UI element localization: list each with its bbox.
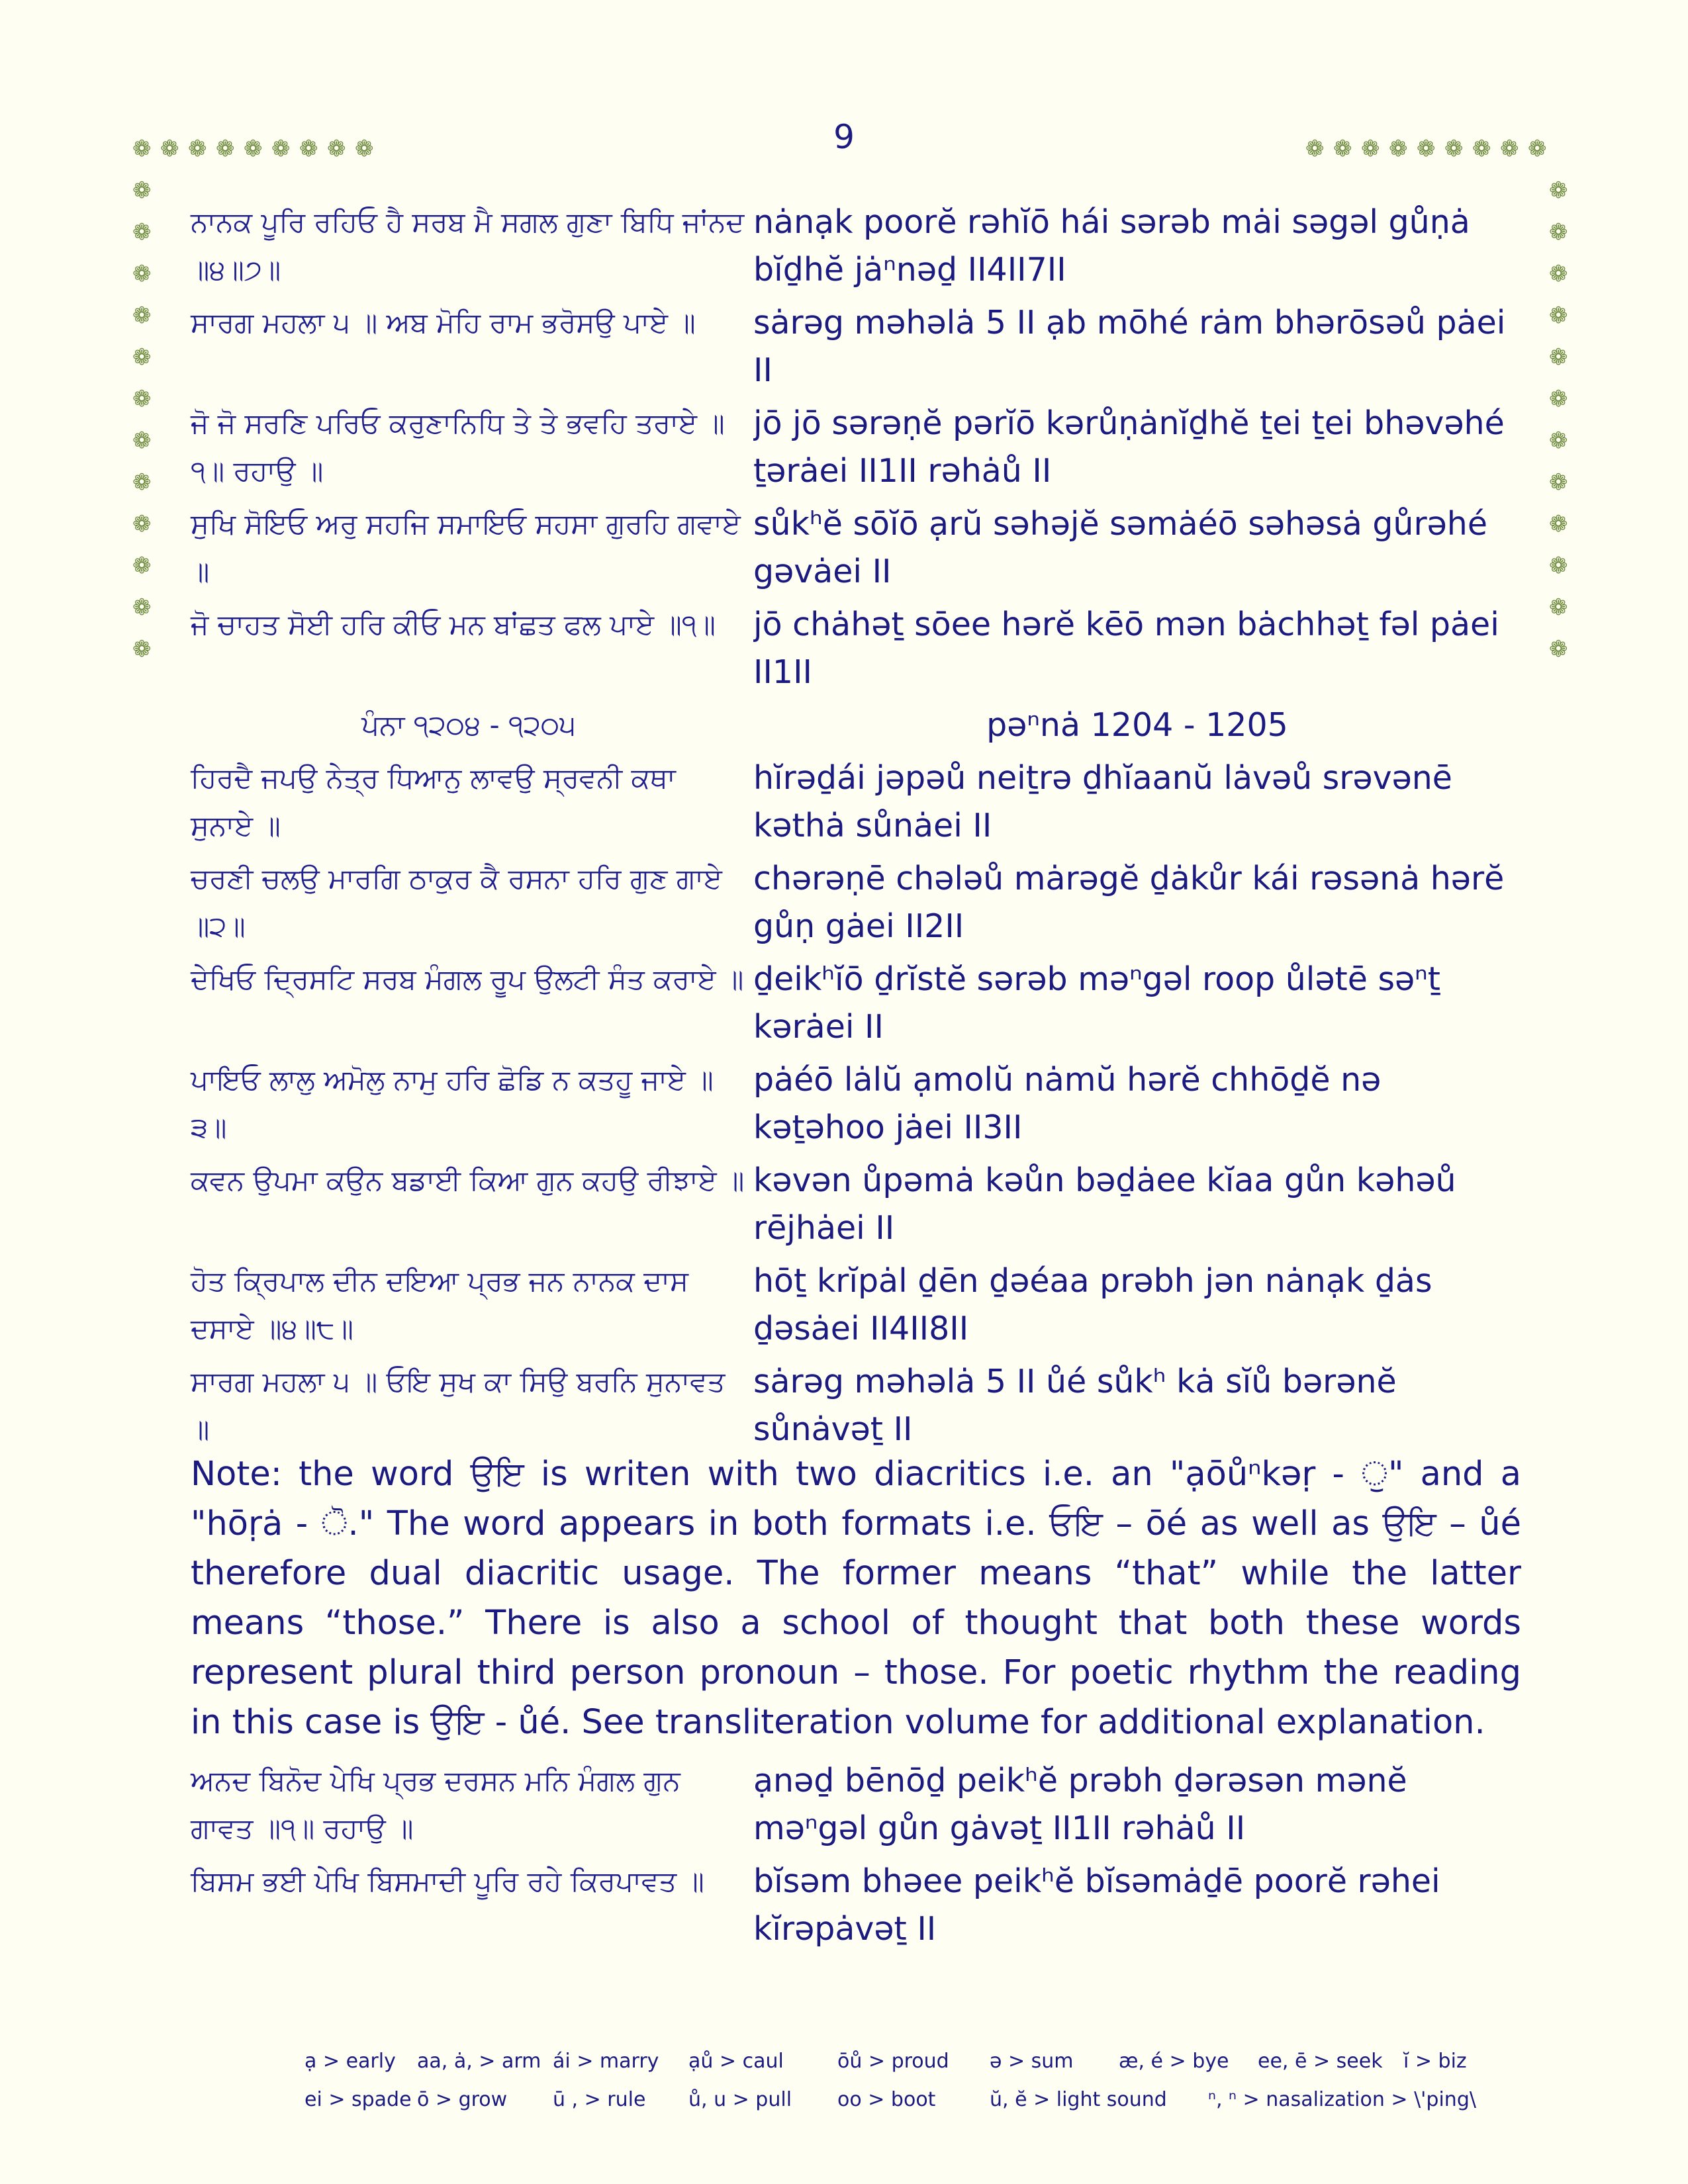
transliteration-line: ạnəḏ bēnōḏ peikʰĕ prəbh ḏərəsən mənĕ məⁿgəl gůn gȧvəṯ II1II rəhȧů II [753,1762,1407,1847]
legend-item: ū , > rule [553,2087,646,2111]
flower-ornament-icon: ❁ [1549,511,1568,537]
flower-ornament-icon: ❁ [160,136,179,162]
verse-row [191,400,1521,495]
transliteration-line: pȧéō lȧlŭ ạmolŭ nȧmŭ hərĕ chhōḏĕ nə kəṯəhoo jȧei II3II [753,1061,1382,1146]
flower-ornament-icon: ❁ [132,511,152,537]
flower-ornament-icon: ❁ [1444,136,1464,162]
verse-row [191,1056,1521,1152]
flower-ornament-icon: ❁ [1361,136,1380,162]
legend-item: ái > marry [553,2049,659,2073]
verse-table-continued [191,1757,1521,1958]
gurmukhi-line: ਨਾਨਕ ਪੂਰਿ ਰਹਿਓ ਹੈ ਸਰਬ ਮੈ ਸਗਲ ਗੁਣਾ ਬਿਧਿ ਜਾਂਨਦ ॥੪॥੭॥ [191,206,745,286]
flower-ornament-icon: ❁ [1549,553,1568,579]
flower-ornament-icon: ❁ [132,177,152,204]
legend-item: ů, u > pull [688,2087,792,2111]
transliteration-line: sȧrəg məhəlȧ 5 II ůé sůkʰ kȧ sĭů bərənĕ sůnȧvəṯ II [753,1363,1397,1448]
transliteration-line: ḏeikʰĭō ḏrĭstĕ sərəb məⁿgəl roop ůlətē səⁿṯ kərȧei II [753,960,1440,1046]
verse-row [191,1858,1521,1953]
transliteration-line: sȧrəg məhəlȧ 5 II ạb mōhé rȧm bhərōsəů pȧei II [753,304,1506,389]
gurmukhi-line: ਹਿਰਦੈ ਜਪਉ ਨੇਤ੍ਰ ਧਿਆਨੁ ਲਾਵਉ ਸ੍ਰਵਨੀ ਕਥਾ ਸੁਨਾਏ ॥ [191,762,676,842]
flower-ornament-icon: ❁ [1417,136,1436,162]
flower-ornament-icon: ❁ [1472,136,1491,162]
transliteration-line: jō jō sərəṇĕ pərĭō kərůṇȧnĭḏhĕ ṯei ṯei bhəvəhé ṯərȧei II1II rəhȧů II [753,404,1505,490]
gurmukhi-line: ਸਾਰਗ ਮਹਲਾ ੫ ॥ ਅਬ ਮੋਹਿ ਰਾਮ ਭਰੋਸਉ ਪਾਏ ॥ [191,306,696,339]
verse-row [191,299,1521,394]
transliteration-line: hĭrəḏái jəpəů neiṯrə ḏhĭaanŭ lȧvəů srəvənē kəthȧ sůnȧei II [753,759,1452,844]
flower-ornament-icon: ❁ [271,136,291,162]
gurmukhi-line: ਅਨਦ ਬਿਨੋਦ ਪੇਖਿ ਪ੍ਰਭ ਦਰਸਨ ਮਨਿ ਮੰਗਲ ਗੁਨ ਗਾਵਤ ॥੧॥ ਰਹਾਉ ॥ [191,1764,680,1844]
flower-ornament-icon: ❁ [355,136,374,162]
transliteration-line: sůkʰĕ sōĭō ạrŭ səhəjĕ səmȧéō səhəsȧ gůrəhé gəvȧei II [753,505,1487,590]
flower-ornament-icon: ❁ [327,136,346,162]
flower-ornament-icon: ❁ [1333,136,1352,162]
flower-ornament-icon: ❁ [244,136,263,162]
page-heading-row [191,702,1521,749]
gurmukhi-line: ਜੋ ਚਾਹਤ ਸੋਈ ਹਰਿ ਕੀਓ ਮਨ ਬਾਂਛਤ ਫਲ ਪਾਏ ॥੧॥ [191,608,716,641]
flower-ornament-icon: ❁ [132,261,152,287]
legend-item: ō > grow [417,2087,508,2111]
page-number: 9 [833,118,855,156]
gurmukhi-line: ਪਾਇਓ ਲਾਲੁ ਅਮੋਲੁ ਨਾਮੁ ਹਰਿ ਛੋਡਿ ਨ ਕਤਹੂ ਜਾਏ ॥੩॥ [191,1064,714,1144]
gurmukhi-line: ਦੇਖਿਓ ਦ੍ਰਿਸਟਿ ਸਰਬ ਮੰਗਲ ਰੂਪ ਉਲਟੀ ਸੰਤ ਕਰਾਏ ॥ [191,963,744,995]
legend-item: aa, ȧ, > arm [417,2049,541,2073]
transliteration-line: jō chȧhəṯ sōee hərĕ kēō mən bȧchhəṯ fəl pȧei II1II [753,606,1499,691]
legend-item: ạ > early [305,2049,396,2073]
flower-ornament-icon: ❁ [132,386,152,412]
flower-ornament-icon: ❁ [132,219,152,246]
gurmukhi-line: ਬਿਸਮ ਭਈ ਪੇਖਿ ਬਿਸਮਾਦੀ ਪੂਰਿ ਰਹੇ ਕਿਰਪਾਵਤ ॥ [191,1865,704,1897]
flower-ornament-icon: ❁ [132,302,152,329]
flower-ornament-icon: ❁ [1549,261,1568,287]
verse-table [191,199,1521,1459]
flower-ornament-icon: ❁ [132,344,152,371]
verse-row [191,754,1521,850]
transliteration-line: bĭsəm bhəee peikʰĕ bĭsəmȧḏē poorĕ rəhei kĭrəpȧvəṯ II [753,1862,1440,1948]
legend-item: ee, ē > seek [1258,2049,1383,2073]
flower-ornament-icon: ❁ [132,469,152,496]
flower-ornament-icon: ❁ [132,594,152,621]
legend-item: oo > boot [837,2087,936,2111]
legend-item: ei > spade [305,2087,412,2111]
legend-item: ə > sum [990,2049,1074,2073]
gurmukhi-line: ਕਵਨ ਉਪਮਾ ਕਉਨ ਬਡਾਈ ਕਿਆ ਗੁਨ ਕਹਉ ਰੀਝਾਏ ॥ [191,1164,745,1197]
flower-ornament-icon: ❁ [1528,136,1547,162]
verse-row [191,855,1521,950]
gurmukhi-line: ਹੋਤ ਕ੍ਰਿਪਾਲ ਦੀਨ ਦਇਆ ਪ੍ਰਭ ਜਨ ਨਾਨਕ ਦਾਸ ਦਸਾਏ ॥੪॥੮॥ [191,1265,689,1345]
legend-row-1 [305,2042,1496,2080]
verse-row [191,1358,1521,1453]
pronunciation-legend [305,2042,1496,2118]
legend-row-2 [305,2080,1496,2118]
verse-row [191,1157,1521,1252]
flower-ornament-icon: ❁ [1549,428,1568,454]
verse-row [191,199,1521,294]
gurmukhi-line: ਜੋ ਜੋ ਸਰਣਿ ਪਰਿਓ ਕਰੁਣਾਨਿਧਿ ਤੇ ਤੇ ਭਵਹਿ ਤਰਾਏ ॥੧॥ ਰਹਾਉ ॥ [191,407,725,487]
flower-ornament-icon: ❁ [132,553,152,579]
flower-ornament-icon: ❁ [1389,136,1408,162]
flower-ornament-icon: ❁ [132,136,152,162]
legend-item: æ, é > bye [1119,2049,1229,2073]
flower-ornament-icon: ❁ [1500,136,1519,162]
flower-ornament-icon: ❁ [1549,636,1568,662]
legend-item: ĭ > biz [1403,2049,1467,2073]
flower-ornament-icon: ❁ [1549,594,1568,621]
flower-ornament-icon: ❁ [1549,302,1568,329]
transliteration-line: chərəṇē chələů mȧrəgĕ ḏȧkůr kái rəsənȧ hərĕ gůṇ gȧei II2II [753,860,1505,945]
transliteration-heading: pəⁿnȧ 1204 - 1205 [986,706,1288,744]
flower-ornament-icon: ❁ [132,636,152,662]
transliteration-line: hōṯ krĭpȧl ḏēn ḏəéaa prəbh jən nȧnạk ḏȧs ḏəsȧei II4II8II [753,1262,1432,1347]
gurmukhi-heading: ਪੰਨਾ ੧੨੦੪ - ੧੨੦੫ [361,709,576,741]
flower-ornament-icon: ❁ [1549,219,1568,246]
gurmukhi-line: ਚਰਣੀ ਚਲਉ ਮਾਰਗਿ ਠਾਕੁਰ ਕੈ ਰਸਨਾ ਹਰਿ ਗੁਣ ਗਾਏ ॥੨॥ [191,862,722,942]
flower-ornament-icon: ❁ [188,136,207,162]
explanatory-note: Note: the word ਉਇ is writen with two diacritics i.e. an "ạōůⁿkəṛ - ੁ" and a "hōṛȧ - ੋ." The word appears in both formats i.e. ਓਇ – ōé as well as ਉਇ – ůé therefore dual diacritic usage. The former means “that” while the latter means “those.” There is also a school of thought that both these words represent plural third person pronoun – those. For poetic rhythm the reading in this case is ਉਇ - ůé. See transliteration volume for additional explanation. [191,1455,1521,1742]
flower-ornament-icon: ❁ [1305,136,1325,162]
legend-item: ōů > proud [837,2049,949,2073]
legend-item: ŭ, ĕ > light sound [990,2087,1167,2111]
verse-row [191,601,1521,696]
transliteration-line: nȧnạk poorĕ rəhĭō hái sərəb mȧi səgəl gůṇȧ bĭḏhĕ jȧⁿnəḏ II4II7II [753,203,1470,289]
flower-ornament-icon: ❁ [1549,386,1568,412]
legend-item: ạů > caul [688,2049,784,2073]
verse-row [191,956,1521,1051]
flower-ornament-icon: ❁ [216,136,235,162]
verse-row [191,1257,1521,1353]
verse-row [191,500,1521,596]
flower-ornament-icon: ❁ [1549,177,1568,204]
transliteration-line: kəvən ůpəmȧ kəůn bəḏȧee kĭaa gůn kəhəů rējhȧei II [753,1161,1456,1247]
flower-ornament-icon: ❁ [299,136,318,162]
legend-item: ⁿ, ⁿ > nasalization > \'ping\ [1208,2087,1476,2111]
flower-ornament-icon: ❁ [1549,344,1568,371]
gurmukhi-line: ਸੁਖਿ ਸੋਇਓ ਅਰੁ ਸਹਜਿ ਸਮਾਇਓ ਸਹਸਾ ਗੁਰਹਿ ਗਵਾਏ ॥ [191,508,741,588]
gurmukhi-line: ਸਾਰਗ ਮਹਲਾ ੫ ॥ ਓਇ ਸੁਖ ਕਾ ਸਿਉ ਬਰਨਿ ਸੁਨਾਵਤ ॥ [191,1365,726,1445]
flower-ornament-icon: ❁ [132,428,152,454]
verse-row [191,1757,1521,1852]
flower-ornament-icon: ❁ [1549,469,1568,496]
